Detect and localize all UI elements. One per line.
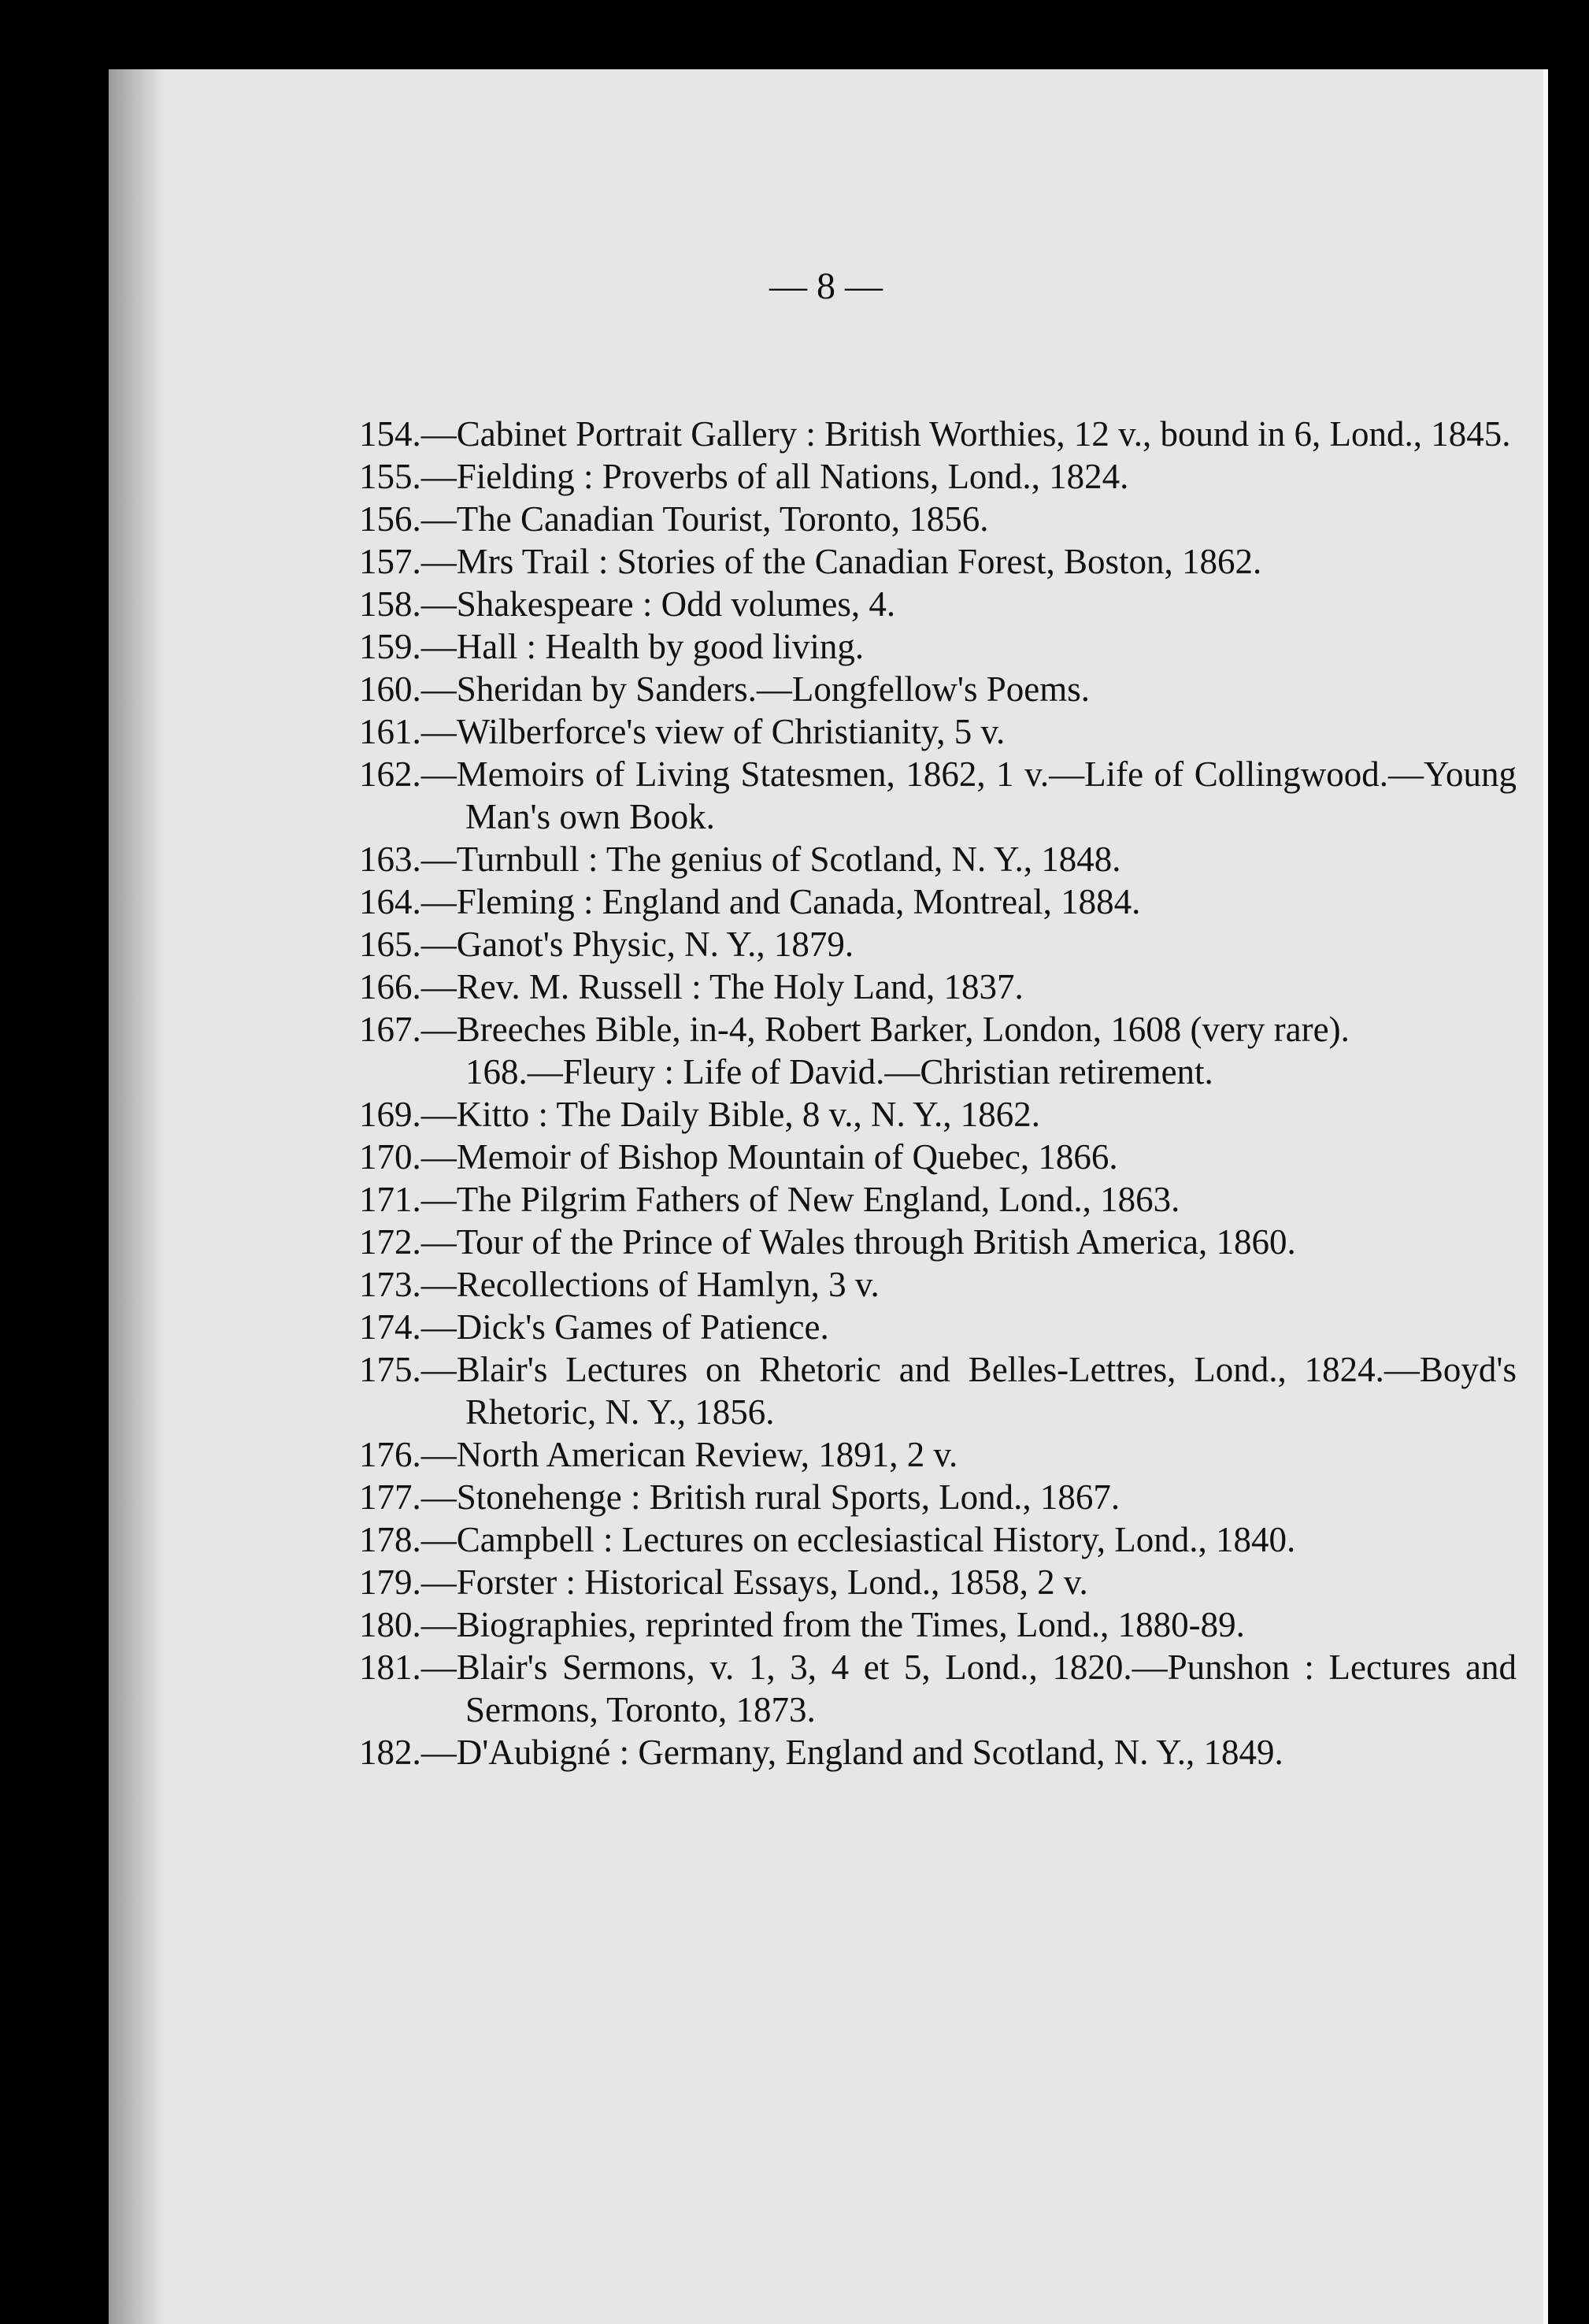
catalogue-entry-168: 168.—Fleury : Life of David.—Christian retirement.: [465, 1052, 1213, 1092]
catalogue-entry-165: 165.—Ganot's Physic, N. Y., 1879.: [359, 925, 854, 964]
catalogue-entry-182: 182.—D'Aubigné : Germany, England and Scotland, N. Y., 1849.: [359, 1733, 1283, 1772]
catalogue-entry-157: 157.—Mrs Trail : Stories of the Canadian Forest, Boston, 1862.: [359, 542, 1262, 581]
catalogue-entry-161: 161.—Wilberforce's view of Christianity, 5 v.: [359, 712, 1006, 751]
catalogue-list: [359, 413, 1517, 1774]
page-gutter-shadow: [109, 69, 164, 2324]
catalogue-entry-159: 159.—Hall : Health by good living.: [359, 627, 865, 666]
catalogue-entry-166: 166.—Rev. M. Russell : The Holy Land, 1837.: [359, 967, 1024, 1006]
catalogue-entry-164: 164.—Fleming : England and Canada, Montreal, 1884.: [359, 882, 1141, 921]
catalogue-entry-156: 156.—The Canadian Tourist, Toronto, 1856.: [359, 499, 989, 539]
catalogue-entry-167: 167.—Breeches Bible, in-4, Robert Barker, London, 1608 (very rare).: [359, 1010, 1350, 1049]
catalogue-entry-155: 155.—Fielding : Proverbs of all Nations, Lond., 1824.: [359, 457, 1129, 496]
catalogue-entry-160: 160.—Sheridan by Sanders.—Longfellow's Poems.: [359, 669, 1091, 709]
catalogue-entry-158: 158.—Shakespeare : Odd volumes, 4.: [359, 584, 896, 624]
catalogue-entry-171: 171.—The Pilgrim Fathers of New England, Lond., 1863.: [359, 1180, 1180, 1219]
catalogue-entry-162: 162.—Memoirs of Living Statesmen, 1862, 1 v.—Life of Collingwood.—Young Man's own Book.: [359, 754, 1517, 836]
catalogue-entry-181: 181.—Blair's Sermons, v. 1, 3, 4 et 5, Lond., 1820.—Punshon : Lectures and Sermons, Toronto, 1873.: [359, 1648, 1517, 1729]
catalogue-entry-175: 175.—Blair's Lectures on Rhetoric and Belles-Lettres, Lond., 1824.—Boyd's Rhetoric, N. Y., 1856.: [359, 1350, 1517, 1432]
catalogue-entry-177: 177.—Stonehenge : British rural Sports, Lond., 1867.: [359, 1477, 1120, 1517]
page-edge-highlight: [1543, 69, 1548, 2324]
catalogue-entry-163: 163.—Turnbull : The genius of Scotland, N. Y., 1848.: [359, 840, 1121, 879]
catalogue-entry-179: 179.—Forster : Historical Essays, Lond., 1858, 2 v.: [359, 1562, 1088, 1602]
catalogue-entry-172: 172.—Tour of the Prince of Wales through British America, 1860.: [359, 1222, 1296, 1262]
catalogue-entry-173: 173.—Recollections of Hamlyn, 3 v.: [359, 1265, 880, 1304]
book-page: [109, 69, 1543, 2324]
catalogue-entry-169: 169.—Kitto : The Daily Bible, 8 v., N. Y., 1862.: [359, 1095, 1040, 1134]
catalogue-entry-154: 154.—Cabinet Portrait Gallery : British Worthies, 12 v., bound in 6, Lond., 1845.: [359, 414, 1511, 454]
catalogue-entry-180: 180.—Biographies, reprinted from the Times, Lond., 1880-89.: [359, 1605, 1245, 1644]
catalogue-entry-174: 174.—Dick's Games of Patience.: [359, 1307, 829, 1347]
catalogue-entry-178: 178.—Campbell : Lectures on ecclesiastical History, Lond., 1840.: [359, 1520, 1296, 1559]
catalogue-entry-170: 170.—Memoir of Bishop Mountain of Quebec, 1866.: [359, 1137, 1118, 1177]
page-number: — 8 —: [769, 265, 883, 307]
catalogue-entry-176: 176.—North American Review, 1891, 2 v.: [359, 1435, 958, 1474]
